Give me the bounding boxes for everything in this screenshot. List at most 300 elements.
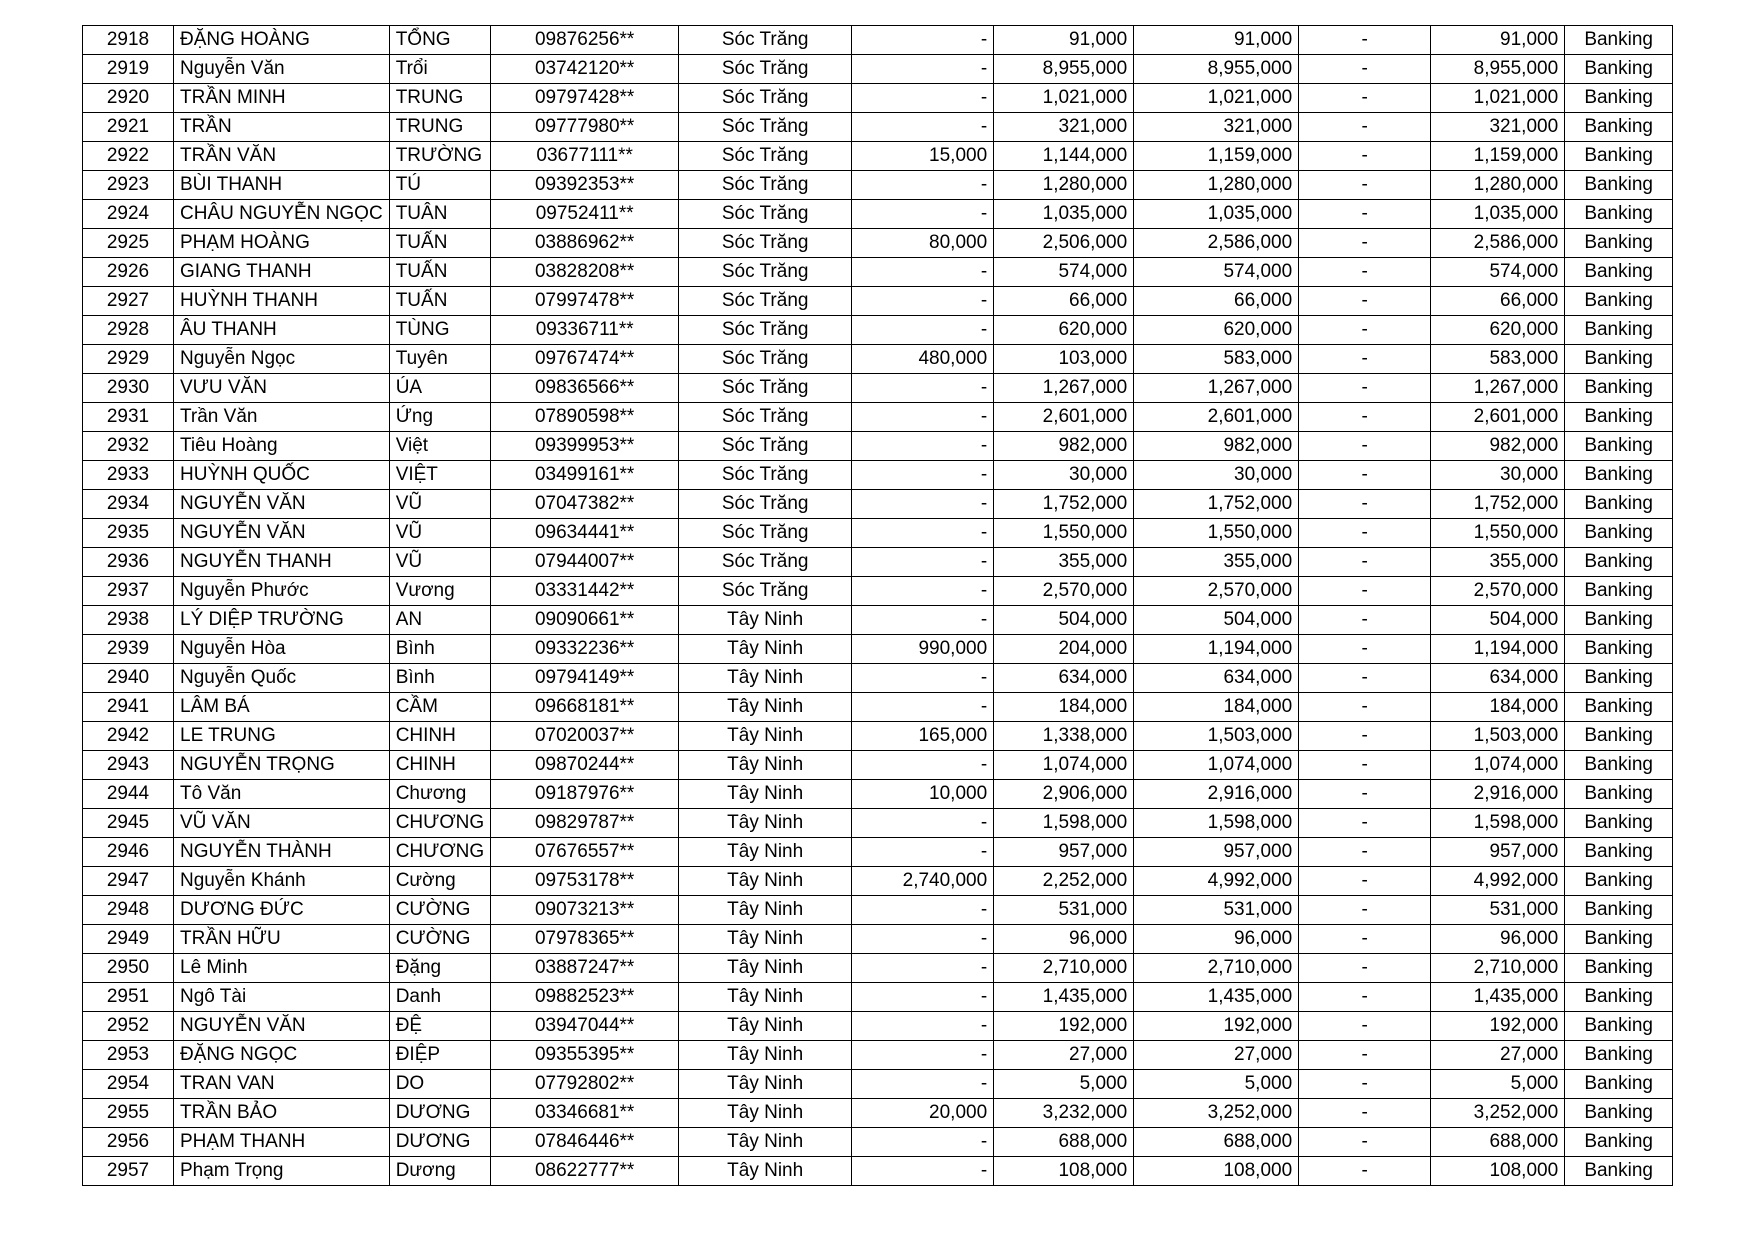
deduction-cell: -: [1299, 258, 1431, 287]
deduction-cell: -: [1299, 26, 1431, 55]
total-cell: 5,000: [1134, 1070, 1299, 1099]
method-cell: Banking: [1565, 113, 1673, 142]
table-row: [83, 983, 1673, 1012]
total-cell: 634,000: [1134, 664, 1299, 693]
total-cell: 1,194,000: [1134, 635, 1299, 664]
amount-2-cell: 1,280,000: [994, 171, 1134, 200]
method-cell: Banking: [1565, 55, 1673, 84]
payable-cell: 5,000: [1431, 1070, 1565, 1099]
phone-cell: 09797428**: [491, 84, 679, 113]
amount-2-cell: 192,000: [994, 1012, 1134, 1041]
amount-2-cell: 620,000: [994, 316, 1134, 345]
given-name-cell: AN: [389, 606, 490, 635]
row-number-cell: 2918: [83, 26, 174, 55]
deduction-cell: -: [1299, 1157, 1431, 1186]
amount-1-cell: -: [852, 519, 994, 548]
province-cell: Tây Ninh: [679, 1070, 852, 1099]
amount-1-cell: -: [852, 171, 994, 200]
amount-1-cell: -: [852, 26, 994, 55]
method-cell: Banking: [1565, 403, 1673, 432]
amount-2-cell: 1,338,000: [994, 722, 1134, 751]
total-cell: 2,916,000: [1134, 780, 1299, 809]
payable-cell: 1,159,000: [1431, 142, 1565, 171]
deduction-cell: -: [1299, 664, 1431, 693]
province-cell: Sóc Trăng: [679, 461, 852, 490]
given-name-cell: CHƯƠNG: [389, 809, 490, 838]
phone-cell: 03887247**: [491, 954, 679, 983]
phone-cell: 03828208**: [491, 258, 679, 287]
method-cell: Banking: [1565, 1070, 1673, 1099]
method-cell: Banking: [1565, 1041, 1673, 1070]
amount-2-cell: 1,021,000: [994, 84, 1134, 113]
amount-2-cell: 321,000: [994, 113, 1134, 142]
first-name-cell: TRẦN: [174, 113, 390, 142]
row-number-cell: 2934: [83, 490, 174, 519]
amount-1-cell: -: [852, 461, 994, 490]
province-cell: Sóc Trăng: [679, 490, 852, 519]
payable-cell: 1,074,000: [1431, 751, 1565, 780]
province-cell: Tây Ninh: [679, 1099, 852, 1128]
method-cell: Banking: [1565, 200, 1673, 229]
payable-cell: 1,267,000: [1431, 374, 1565, 403]
phone-cell: 09876256**: [491, 26, 679, 55]
total-cell: 620,000: [1134, 316, 1299, 345]
method-cell: Banking: [1565, 925, 1673, 954]
given-name-cell: Tuyên: [389, 345, 490, 374]
first-name-cell: Nguyễn Phước: [174, 577, 390, 606]
row-number-cell: 2923: [83, 171, 174, 200]
amount-1-cell: -: [852, 838, 994, 867]
payable-cell: 1,280,000: [1431, 171, 1565, 200]
phone-cell: 07997478**: [491, 287, 679, 316]
total-cell: 30,000: [1134, 461, 1299, 490]
amount-2-cell: 8,955,000: [994, 55, 1134, 84]
total-cell: 1,074,000: [1134, 751, 1299, 780]
payable-cell: 504,000: [1431, 606, 1565, 635]
amount-1-cell: -: [852, 1157, 994, 1186]
first-name-cell: Phạm Trọng: [174, 1157, 390, 1186]
amount-2-cell: 30,000: [994, 461, 1134, 490]
table-row: [83, 606, 1673, 635]
payable-cell: 2,586,000: [1431, 229, 1565, 258]
given-name-cell: Dương: [389, 1157, 490, 1186]
province-cell: Sóc Trăng: [679, 142, 852, 171]
phone-cell: 07890598**: [491, 403, 679, 432]
phone-cell: 03742120**: [491, 55, 679, 84]
payable-cell: 583,000: [1431, 345, 1565, 374]
deduction-cell: -: [1299, 577, 1431, 606]
amount-1-cell: -: [852, 693, 994, 722]
amount-1-cell: 165,000: [852, 722, 994, 751]
amount-1-cell: -: [852, 954, 994, 983]
payable-cell: 957,000: [1431, 838, 1565, 867]
method-cell: Banking: [1565, 983, 1673, 1012]
payable-cell: 2,916,000: [1431, 780, 1565, 809]
first-name-cell: BÙI THANH: [174, 171, 390, 200]
given-name-cell: VŨ: [389, 519, 490, 548]
amount-2-cell: 957,000: [994, 838, 1134, 867]
table-row: [83, 1157, 1673, 1186]
deduction-cell: -: [1299, 780, 1431, 809]
payable-cell: 620,000: [1431, 316, 1565, 345]
method-cell: Banking: [1565, 26, 1673, 55]
table-row: [83, 171, 1673, 200]
province-cell: Sóc Trăng: [679, 345, 852, 374]
phone-cell: 09882523**: [491, 983, 679, 1012]
payable-cell: 96,000: [1431, 925, 1565, 954]
table-row: [83, 490, 1673, 519]
total-cell: 8,955,000: [1134, 55, 1299, 84]
deduction-cell: -: [1299, 722, 1431, 751]
total-cell: 27,000: [1134, 1041, 1299, 1070]
payable-cell: 8,955,000: [1431, 55, 1565, 84]
province-cell: Tây Ninh: [679, 838, 852, 867]
data-table: [82, 25, 1673, 1186]
deduction-cell: -: [1299, 606, 1431, 635]
deduction-cell: -: [1299, 635, 1431, 664]
method-cell: Banking: [1565, 635, 1673, 664]
amount-2-cell: 2,570,000: [994, 577, 1134, 606]
amount-2-cell: 531,000: [994, 896, 1134, 925]
first-name-cell: ĐẶNG HOÀNG: [174, 26, 390, 55]
phone-cell: 07792802**: [491, 1070, 679, 1099]
method-cell: Banking: [1565, 722, 1673, 751]
given-name-cell: CẦM: [389, 693, 490, 722]
phone-cell: 09767474**: [491, 345, 679, 374]
deduction-cell: -: [1299, 287, 1431, 316]
deduction-cell: -: [1299, 84, 1431, 113]
phone-cell: 09355395**: [491, 1041, 679, 1070]
table-row: [83, 84, 1673, 113]
row-number-cell: 2943: [83, 751, 174, 780]
table-row: [83, 896, 1673, 925]
row-number-cell: 2922: [83, 142, 174, 171]
method-cell: Banking: [1565, 229, 1673, 258]
given-name-cell: Bình: [389, 635, 490, 664]
amount-1-cell: -: [852, 925, 994, 954]
amount-1-cell: -: [852, 258, 994, 287]
first-name-cell: Nguyễn Quốc: [174, 664, 390, 693]
phone-cell: 07846446**: [491, 1128, 679, 1157]
phone-cell: 03499161**: [491, 461, 679, 490]
row-number-cell: 2929: [83, 345, 174, 374]
first-name-cell: Tiêu Hoàng: [174, 432, 390, 461]
method-cell: Banking: [1565, 287, 1673, 316]
table-row: [83, 751, 1673, 780]
row-number-cell: 2927: [83, 287, 174, 316]
given-name-cell: DƯƠNG: [389, 1099, 490, 1128]
first-name-cell: HUỲNH THANH: [174, 287, 390, 316]
total-cell: 4,992,000: [1134, 867, 1299, 896]
method-cell: Banking: [1565, 432, 1673, 461]
deduction-cell: -: [1299, 867, 1431, 896]
amount-2-cell: 1,267,000: [994, 374, 1134, 403]
given-name-cell: Cường: [389, 867, 490, 896]
table-row: [83, 403, 1673, 432]
total-cell: 2,586,000: [1134, 229, 1299, 258]
amount-2-cell: 91,000: [994, 26, 1134, 55]
amount-1-cell: -: [852, 577, 994, 606]
first-name-cell: Nguyễn Văn: [174, 55, 390, 84]
amount-1-cell: -: [852, 1070, 994, 1099]
row-number-cell: 2938: [83, 606, 174, 635]
phone-cell: 09336711**: [491, 316, 679, 345]
total-cell: 1,550,000: [1134, 519, 1299, 548]
amount-2-cell: 103,000: [994, 345, 1134, 374]
payable-cell: 574,000: [1431, 258, 1565, 287]
row-number-cell: 2935: [83, 519, 174, 548]
amount-2-cell: 2,601,000: [994, 403, 1134, 432]
total-cell: 1,598,000: [1134, 809, 1299, 838]
given-name-cell: Việt: [389, 432, 490, 461]
given-name-cell: VŨ: [389, 490, 490, 519]
given-name-cell: TRUNG: [389, 84, 490, 113]
amount-1-cell: -: [852, 490, 994, 519]
given-name-cell: TỔNG: [389, 26, 490, 55]
amount-2-cell: 688,000: [994, 1128, 1134, 1157]
phone-cell: 07047382**: [491, 490, 679, 519]
table-row: [83, 1099, 1673, 1128]
method-cell: Banking: [1565, 751, 1673, 780]
table-row: [83, 664, 1673, 693]
payable-cell: 30,000: [1431, 461, 1565, 490]
method-cell: Banking: [1565, 896, 1673, 925]
first-name-cell: NGUYỄN VĂN: [174, 519, 390, 548]
row-number-cell: 2945: [83, 809, 174, 838]
method-cell: Banking: [1565, 171, 1673, 200]
deduction-cell: -: [1299, 490, 1431, 519]
total-cell: 321,000: [1134, 113, 1299, 142]
method-cell: Banking: [1565, 519, 1673, 548]
total-cell: 1,503,000: [1134, 722, 1299, 751]
deduction-cell: -: [1299, 1128, 1431, 1157]
deduction-cell: -: [1299, 316, 1431, 345]
amount-1-cell: 2,740,000: [852, 867, 994, 896]
province-cell: Sóc Trăng: [679, 171, 852, 200]
method-cell: Banking: [1565, 345, 1673, 374]
province-cell: Sóc Trăng: [679, 374, 852, 403]
amount-1-cell: -: [852, 287, 994, 316]
given-name-cell: TUẤN: [389, 229, 490, 258]
table-row: [83, 1070, 1673, 1099]
deduction-cell: -: [1299, 55, 1431, 84]
payable-cell: 1,435,000: [1431, 983, 1565, 1012]
first-name-cell: PHẠM THANH: [174, 1128, 390, 1157]
table-row: [83, 577, 1673, 606]
province-cell: Tây Ninh: [679, 954, 852, 983]
amount-1-cell: -: [852, 983, 994, 1012]
table-row: [83, 925, 1673, 954]
phone-cell: 09794149**: [491, 664, 679, 693]
province-cell: Tây Ninh: [679, 751, 852, 780]
table-row: [83, 693, 1673, 722]
province-cell: Sóc Trăng: [679, 84, 852, 113]
given-name-cell: CHƯƠNG: [389, 838, 490, 867]
payable-cell: 982,000: [1431, 432, 1565, 461]
province-cell: Sóc Trăng: [679, 113, 852, 142]
total-cell: 3,252,000: [1134, 1099, 1299, 1128]
first-name-cell: DƯƠNG ĐỨC: [174, 896, 390, 925]
amount-2-cell: 504,000: [994, 606, 1134, 635]
method-cell: Banking: [1565, 1012, 1673, 1041]
first-name-cell: Tô Văn: [174, 780, 390, 809]
phone-cell: 09753178**: [491, 867, 679, 896]
payable-cell: 1,021,000: [1431, 84, 1565, 113]
province-cell: Sóc Trăng: [679, 316, 852, 345]
table-row: [83, 374, 1673, 403]
given-name-cell: CƯỜNG: [389, 925, 490, 954]
payable-cell: 1,035,000: [1431, 200, 1565, 229]
table-row: [83, 867, 1673, 896]
amount-1-cell: 10,000: [852, 780, 994, 809]
phone-cell: 08622777**: [491, 1157, 679, 1186]
payable-cell: 108,000: [1431, 1157, 1565, 1186]
first-name-cell: NGUYỄN VĂN: [174, 1012, 390, 1041]
total-cell: 1,159,000: [1134, 142, 1299, 171]
given-name-cell: TUÂN: [389, 200, 490, 229]
table-row: [83, 461, 1673, 490]
row-number-cell: 2921: [83, 113, 174, 142]
amount-1-cell: -: [852, 374, 994, 403]
given-name-cell: ĐỆ: [389, 1012, 490, 1041]
payable-cell: 688,000: [1431, 1128, 1565, 1157]
phone-cell: 07944007**: [491, 548, 679, 577]
deduction-cell: -: [1299, 693, 1431, 722]
phone-cell: 09332236**: [491, 635, 679, 664]
total-cell: 2,710,000: [1134, 954, 1299, 983]
row-number-cell: 2920: [83, 84, 174, 113]
province-cell: Sóc Trăng: [679, 577, 852, 606]
given-name-cell: TRƯỜNG: [389, 142, 490, 171]
amount-2-cell: 204,000: [994, 635, 1134, 664]
given-name-cell: Danh: [389, 983, 490, 1012]
province-cell: Sóc Trăng: [679, 26, 852, 55]
total-cell: 1,280,000: [1134, 171, 1299, 200]
first-name-cell: Nguyễn Hòa: [174, 635, 390, 664]
first-name-cell: Ngô Tài: [174, 983, 390, 1012]
table-row: [83, 635, 1673, 664]
row-number-cell: 2925: [83, 229, 174, 258]
province-cell: Tây Ninh: [679, 606, 852, 635]
total-cell: 1,435,000: [1134, 983, 1299, 1012]
province-cell: Sóc Trăng: [679, 258, 852, 287]
deduction-cell: -: [1299, 461, 1431, 490]
amount-1-cell: -: [852, 548, 994, 577]
amount-2-cell: 1,752,000: [994, 490, 1134, 519]
amount-2-cell: 2,906,000: [994, 780, 1134, 809]
phone-cell: 09836566**: [491, 374, 679, 403]
amount-2-cell: 2,506,000: [994, 229, 1134, 258]
given-name-cell: ĐIỆP: [389, 1041, 490, 1070]
amount-1-cell: -: [852, 751, 994, 780]
table-body: [83, 26, 1673, 1186]
total-cell: 583,000: [1134, 345, 1299, 374]
method-cell: Banking: [1565, 1128, 1673, 1157]
row-number-cell: 2944: [83, 780, 174, 809]
given-name-cell: TUẤN: [389, 287, 490, 316]
first-name-cell: Lê Minh: [174, 954, 390, 983]
amount-2-cell: 574,000: [994, 258, 1134, 287]
phone-cell: 09829787**: [491, 809, 679, 838]
total-cell: 1,035,000: [1134, 200, 1299, 229]
method-cell: Banking: [1565, 548, 1673, 577]
row-number-cell: 2928: [83, 316, 174, 345]
phone-cell: 09090661**: [491, 606, 679, 635]
phone-cell: 09073213**: [491, 896, 679, 925]
first-name-cell: TRẦN VĂN: [174, 142, 390, 171]
table-row: [83, 780, 1673, 809]
table-row: [83, 142, 1673, 171]
method-cell: Banking: [1565, 577, 1673, 606]
method-cell: Banking: [1565, 316, 1673, 345]
deduction-cell: -: [1299, 838, 1431, 867]
province-cell: Tây Ninh: [679, 1012, 852, 1041]
method-cell: Banking: [1565, 693, 1673, 722]
amount-2-cell: 96,000: [994, 925, 1134, 954]
payable-cell: 192,000: [1431, 1012, 1565, 1041]
method-cell: Banking: [1565, 1099, 1673, 1128]
amount-2-cell: 108,000: [994, 1157, 1134, 1186]
deduction-cell: -: [1299, 432, 1431, 461]
table-row: [83, 1041, 1673, 1070]
given-name-cell: Chương: [389, 780, 490, 809]
table-row: [83, 809, 1673, 838]
phone-cell: 09870244**: [491, 751, 679, 780]
payable-cell: 184,000: [1431, 693, 1565, 722]
first-name-cell: TRAN VAN: [174, 1070, 390, 1099]
given-name-cell: ÚA: [389, 374, 490, 403]
given-name-cell: TRUNG: [389, 113, 490, 142]
row-number-cell: 2949: [83, 925, 174, 954]
total-cell: 531,000: [1134, 896, 1299, 925]
row-number-cell: 2937: [83, 577, 174, 606]
deduction-cell: -: [1299, 751, 1431, 780]
amount-1-cell: -: [852, 200, 994, 229]
table-row: [83, 287, 1673, 316]
province-cell: Sóc Trăng: [679, 200, 852, 229]
row-number-cell: 2951: [83, 983, 174, 1012]
deduction-cell: -: [1299, 374, 1431, 403]
amount-1-cell: -: [852, 1012, 994, 1041]
amount-1-cell: -: [852, 1128, 994, 1157]
first-name-cell: ĐẶNG NGỌC: [174, 1041, 390, 1070]
total-cell: 957,000: [1134, 838, 1299, 867]
phone-cell: 03947044**: [491, 1012, 679, 1041]
first-name-cell: Nguyễn Ngọc: [174, 345, 390, 374]
amount-2-cell: 355,000: [994, 548, 1134, 577]
amount-1-cell: 15,000: [852, 142, 994, 171]
total-cell: 355,000: [1134, 548, 1299, 577]
first-name-cell: CHÂU NGUYỄN NGỌC: [174, 200, 390, 229]
row-number-cell: 2936: [83, 548, 174, 577]
province-cell: Tây Ninh: [679, 1157, 852, 1186]
phone-cell: 09634441**: [491, 519, 679, 548]
province-cell: Tây Ninh: [679, 809, 852, 838]
table-row: [83, 258, 1673, 287]
amount-1-cell: -: [852, 606, 994, 635]
province-cell: Tây Ninh: [679, 693, 852, 722]
table-row: [83, 316, 1673, 345]
payable-cell: 1,550,000: [1431, 519, 1565, 548]
first-name-cell: LE TRUNG: [174, 722, 390, 751]
row-number-cell: 2950: [83, 954, 174, 983]
province-cell: Sóc Trăng: [679, 403, 852, 432]
row-number-cell: 2931: [83, 403, 174, 432]
row-number-cell: 2948: [83, 896, 174, 925]
row-number-cell: 2957: [83, 1157, 174, 1186]
deduction-cell: -: [1299, 229, 1431, 258]
province-cell: Sóc Trăng: [679, 432, 852, 461]
